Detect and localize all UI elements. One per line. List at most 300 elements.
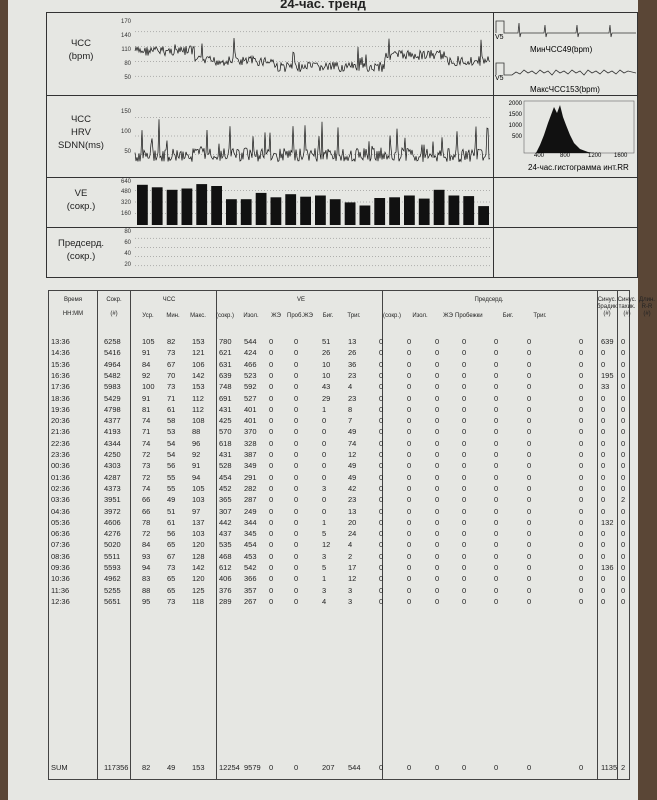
table-cell: 0 (579, 585, 584, 595)
table-cell: 61 (167, 517, 176, 527)
table-cell: 0 (621, 348, 626, 358)
sv-tick: 60 (124, 240, 131, 246)
hist-xtick: 1200 (588, 153, 602, 159)
table-cell: 5651 (104, 596, 121, 606)
table-cell: 0 (294, 472, 299, 482)
table-cell: 0 (407, 483, 412, 493)
table-cell: 13 (348, 337, 357, 346)
table-cell: 0 (601, 540, 606, 550)
table-cell: 55 (167, 483, 176, 493)
table-cell: 0 (601, 461, 606, 471)
table-cell: 0 (527, 540, 532, 550)
table-cell: 0 (435, 382, 440, 392)
table-cell: 0 (294, 337, 299, 346)
table-cell: 0 (579, 596, 584, 606)
table-cell: 132 (601, 517, 614, 527)
table-cell: 0 (462, 416, 467, 426)
column-header: ЧСС (162, 297, 176, 303)
ve-row (47, 177, 637, 228)
table-cell: 23 (348, 495, 357, 505)
table-cell: 0 (601, 393, 606, 403)
table-cell: 780 (219, 337, 232, 346)
ve-bar (434, 190, 445, 225)
table-cell: 0 (269, 529, 274, 539)
table-cell: 267 (244, 596, 257, 606)
table-cell: 0 (269, 495, 274, 505)
table-cell: 3 (348, 585, 353, 595)
table-cell: 0 (621, 450, 626, 459)
table-cell: 1 (322, 404, 327, 414)
table-cell: 0 (527, 574, 532, 584)
hrv-tick: 100 (120, 129, 131, 135)
table-cell: 5511 (104, 551, 121, 561)
table-cell: 91 (142, 348, 151, 358)
subheader: Пробежки (455, 313, 483, 319)
table-cell: 16:36 (51, 370, 70, 380)
table-cell: 0 (527, 596, 532, 606)
hist-ytick: 500 (511, 134, 522, 140)
table-cell: 66 (142, 506, 151, 516)
table-cell: 0 (494, 563, 499, 572)
table-cell: 612 (219, 563, 232, 572)
table-cell: 0 (601, 574, 606, 584)
hist-ytick: 1000 (508, 123, 522, 129)
table-cell: 17 (348, 563, 357, 572)
table-cell: 0 (462, 529, 467, 539)
table-cell: 0 (527, 450, 532, 459)
table-cell: 0 (621, 585, 626, 595)
ve-bar (285, 194, 296, 225)
table-cell: 84 (142, 540, 151, 550)
table-cell: 357 (244, 585, 257, 595)
table-cell: 0 (494, 551, 499, 561)
table-cell: 142 (192, 370, 205, 380)
table-cell: 0 (435, 596, 440, 606)
table-cell: 0 (579, 427, 584, 437)
ve-bar (419, 199, 430, 225)
sum-cell: 0 (462, 763, 467, 772)
table-cell: 26 (322, 348, 331, 358)
table-cell: 0 (407, 472, 412, 482)
table-cell: 0 (527, 506, 532, 516)
table-cell: 4 (348, 382, 353, 392)
table-cell: 0 (322, 472, 327, 482)
table-cell: 0 (294, 483, 299, 493)
ecg-strips (493, 13, 638, 95)
table-cell: 0 (601, 585, 606, 595)
table-cell: 0 (601, 404, 606, 414)
table-cell: 0 (379, 337, 384, 346)
table-cell: 5416 (104, 348, 121, 358)
table-cell: 0 (579, 404, 584, 414)
table-cell: 453 (244, 551, 257, 561)
table-cell: 3 (322, 585, 327, 595)
table-cell: 0 (494, 472, 499, 482)
table-cell: 97 (192, 506, 201, 516)
table-cell: 0 (435, 438, 440, 448)
table-cell: 84 (142, 359, 151, 369)
table-cell: 0 (269, 427, 274, 437)
table-cell: 0 (601, 506, 606, 516)
table-cell: 0 (269, 337, 274, 346)
table-cell: 0 (407, 393, 412, 403)
table-cell: 0 (621, 370, 626, 380)
table-cell: 0 (621, 574, 626, 584)
table-cell: 95 (142, 596, 151, 606)
min-hr-label: МинЧСС49(bpm) (530, 45, 593, 54)
max-hr-label: МаксЧСС153(bpm) (530, 85, 600, 94)
table-cell: 74 (142, 483, 151, 493)
table-cell: 5983 (104, 382, 121, 392)
subheader: Биг. (502, 313, 514, 319)
table-cell: 0 (294, 450, 299, 459)
table-cell: 0 (294, 495, 299, 505)
table-cell: 20 (348, 517, 357, 527)
table-cell: 17:36 (51, 382, 70, 392)
table-cell: 07:36 (51, 540, 70, 550)
ve-tick: 480 (120, 189, 131, 195)
table-cell: 0 (294, 461, 299, 471)
table-cell: 349 (244, 461, 257, 471)
table-cell: 91 (192, 461, 201, 471)
table-cell: 0 (407, 461, 412, 471)
column-header: Сокр. (#) (106, 297, 122, 317)
table-cell: 0 (269, 404, 274, 414)
table-cell: 0 (494, 506, 499, 516)
table-cell: 0 (621, 337, 626, 346)
table-cell: 0 (621, 563, 626, 572)
table-cell: 105 (142, 337, 155, 346)
table-cell: 53 (167, 427, 176, 437)
rr-histogram (493, 95, 638, 177)
sum-cell: 153 (192, 763, 205, 772)
column-divider (97, 291, 98, 779)
table-cell: 0 (462, 348, 467, 358)
table-cell: 0 (407, 529, 412, 539)
table-cell: 0 (379, 596, 384, 606)
table-cell: 0 (435, 370, 440, 380)
table-cell: 0 (579, 393, 584, 403)
table-cell: 0 (494, 574, 499, 584)
table-cell: 0 (294, 529, 299, 539)
table-cell: 0 (322, 438, 327, 448)
hr-row (47, 13, 637, 96)
table-cell: 96 (192, 438, 201, 448)
table-cell: 0 (294, 393, 299, 403)
table-cell: 0 (494, 585, 499, 595)
table-cell: 0 (294, 551, 299, 561)
table-cell: 13 (348, 506, 357, 516)
table-cell: 49 (348, 472, 357, 482)
table-cell: 78 (142, 517, 151, 527)
table-cell: 0 (527, 382, 532, 392)
hist-xtick: 1600 (614, 153, 628, 159)
hrv-tick: 50 (124, 149, 131, 155)
table-cell: 0 (435, 574, 440, 584)
table-cell: 0 (601, 596, 606, 606)
table-cell: 0 (621, 461, 626, 471)
column-header: Предсерд. (474, 297, 504, 303)
table-cell: 4 (348, 540, 353, 550)
table-cell: 4 (322, 596, 327, 606)
table-cell: 424 (244, 348, 257, 358)
table-cell: 73 (167, 563, 176, 572)
table-cell: 0 (407, 517, 412, 527)
hr-tick: 50 (124, 75, 131, 81)
table-cell: 0 (379, 438, 384, 448)
table-cell: 0 (269, 348, 274, 358)
sum-cell: 82 (142, 763, 151, 772)
table-cell: 0 (494, 529, 499, 539)
table-cell: 0 (527, 517, 532, 527)
table-cell: 0 (462, 495, 467, 505)
table-cell: 0 (579, 348, 584, 358)
table-cell: 0 (527, 585, 532, 595)
ve-bar (152, 187, 163, 225)
table-cell: 365 (219, 495, 232, 505)
table-cell: 0 (527, 393, 532, 403)
table-cell: 0 (462, 461, 467, 471)
table-cell: 12 (348, 574, 357, 584)
table-cell: 153 (192, 337, 205, 346)
ve-bar (196, 184, 207, 225)
sum-cell: 544 (348, 763, 361, 772)
sum-cell: 0 (407, 763, 412, 772)
table-cell: 0 (269, 517, 274, 527)
sv-row (47, 227, 637, 277)
table-cell: 0 (407, 438, 412, 448)
table-cell: 0 (269, 359, 274, 369)
table-cell: 12 (322, 540, 331, 550)
table-cell: 0 (294, 585, 299, 595)
ve-tick: 160 (120, 211, 131, 217)
table-cell: 43 (322, 382, 331, 392)
table-cell: 42 (348, 483, 357, 493)
table-cell: 0 (322, 506, 327, 516)
table-cell: 137 (192, 517, 205, 527)
table-cell: 0 (379, 495, 384, 505)
table-cell: 0 (462, 563, 467, 572)
table-cell: 49 (348, 427, 357, 437)
table-cell: 83 (142, 574, 151, 584)
table-cell: 0 (379, 370, 384, 380)
subheader: (сокр.) (382, 313, 402, 319)
table-cell: 0 (621, 540, 626, 550)
ve-bar (167, 190, 178, 225)
sum-cell: 2 (621, 763, 626, 772)
table-cell: 0 (294, 540, 299, 550)
table-cell: 23 (348, 393, 357, 403)
ve-ticks (115, 177, 133, 227)
table-cell: 0 (435, 483, 440, 493)
table-cell: 0 (294, 404, 299, 414)
table-cell: 0 (379, 529, 384, 539)
table-cell: 74 (142, 438, 151, 448)
v5-lead-label: V5 (495, 75, 504, 82)
table-cell: 528 (219, 461, 232, 471)
sum-cell: 0 (294, 763, 299, 772)
table-cell: 4344 (104, 438, 121, 448)
table-cell: 0 (601, 416, 606, 426)
table-cell: 0 (601, 529, 606, 539)
table-cell: 0 (435, 427, 440, 437)
table-cell: 72 (142, 472, 151, 482)
ve-bar-plot (135, 179, 491, 225)
table-cell: 0 (462, 337, 467, 346)
table-cell: 592 (244, 382, 257, 392)
table-cell: 4250 (104, 450, 121, 459)
ve-bar (241, 199, 252, 225)
table-cell: 287 (244, 495, 257, 505)
table-cell: 0 (601, 450, 606, 459)
table-cell: 56 (167, 529, 176, 539)
table-cell: 5020 (104, 540, 121, 550)
ecg-strip-graphics (494, 13, 638, 95)
table-cell: 56 (167, 461, 176, 471)
table-cell: 1 (322, 574, 327, 584)
table-cell: 468 (219, 551, 232, 561)
table-cell: 0 (579, 529, 584, 539)
table-cell: 2 (348, 551, 353, 561)
table-cell: 67 (167, 359, 176, 369)
table-cell: 454 (219, 472, 232, 482)
histogram-shape (524, 101, 634, 153)
table-cell: 10 (322, 370, 331, 380)
table-cell: 4798 (104, 404, 121, 414)
table-cell: 344 (244, 517, 257, 527)
table-cell: 0 (269, 382, 274, 392)
table-cell: 81 (142, 404, 151, 414)
table-cell: 153 (192, 382, 205, 392)
table-cell: 0 (379, 450, 384, 459)
table-cell: 0 (294, 438, 299, 448)
table-cell: 406 (219, 574, 232, 584)
table-cell: 15:36 (51, 359, 70, 369)
table-cell: 0 (527, 461, 532, 471)
table-cell: 0 (621, 404, 626, 414)
table-cell: 0 (527, 472, 532, 482)
ve-label: VE (сокр.) (66, 188, 96, 212)
table-cell: 1 (322, 517, 327, 527)
column-header: Длин. R-R (#) (639, 297, 655, 317)
table-cell: 0 (435, 540, 440, 550)
subheader: Изол. (243, 313, 259, 319)
table-cell: 136 (601, 563, 614, 572)
table-cell: 289 (219, 596, 232, 606)
sum-cell: 207 (322, 763, 335, 772)
table-cell: 0 (621, 416, 626, 426)
hist-xtick: 800 (560, 153, 571, 159)
table-cell: 0 (379, 585, 384, 595)
table-cell: 0 (407, 382, 412, 392)
table-cell: 0 (621, 529, 626, 539)
table-cell: 0 (494, 393, 499, 403)
table-cell: 0 (527, 348, 532, 358)
table-cell: 0 (407, 348, 412, 358)
table-cell: 0 (462, 551, 467, 561)
column-divider (130, 291, 131, 779)
table-cell: 0 (601, 427, 606, 437)
table-cell: 0 (294, 370, 299, 380)
table-cell: 0 (407, 359, 412, 369)
table-cell: 66 (142, 495, 151, 505)
table-cell: 0 (407, 404, 412, 414)
subheader: Изол. (412, 313, 428, 319)
table-cell: 0 (435, 551, 440, 561)
table-cell: 0 (379, 551, 384, 561)
table-cell: 71 (167, 393, 176, 403)
table-cell: 0 (621, 427, 626, 437)
table-cell: 0 (462, 438, 467, 448)
table-cell: 0 (579, 472, 584, 482)
table-cell: 103 (192, 495, 205, 505)
table-cell: 0 (407, 551, 412, 561)
ve-tick: 640 (120, 179, 131, 185)
hr-ticks (115, 13, 133, 95)
table-cell: 94 (192, 472, 201, 482)
table-cell: 0 (494, 359, 499, 369)
table-cell: 0 (269, 551, 274, 561)
table-cell: 0 (379, 540, 384, 550)
table-cell: 0 (269, 450, 274, 459)
table-cell: 0 (494, 427, 499, 437)
table-cell: 0 (579, 483, 584, 493)
table-cell: 0 (494, 461, 499, 471)
table-cell: 0 (462, 517, 467, 527)
table-cell: 0 (294, 359, 299, 369)
table-cell: 4606 (104, 517, 121, 527)
table-cell: 18:36 (51, 393, 70, 403)
table-cell: 0 (601, 495, 606, 505)
trend-panel (46, 12, 638, 278)
table-cell: 0 (527, 427, 532, 437)
table-cell: 0 (407, 450, 412, 459)
ve-bar (360, 206, 371, 226)
hrv-ticks (115, 95, 133, 177)
table-cell: 0 (269, 370, 274, 380)
table-cell: 249 (244, 506, 257, 516)
table-cell: 0 (527, 337, 532, 346)
table-cell: 0 (494, 382, 499, 392)
table-cell: 0 (379, 472, 384, 482)
sum-cell: 9579 (244, 763, 261, 772)
table-cell: 0 (601, 551, 606, 561)
table-cell: 535 (219, 540, 232, 550)
table-cell: 0 (527, 359, 532, 369)
hrv-trend-plot (135, 99, 491, 173)
table-cell: 0 (435, 495, 440, 505)
sum-cell: 1135 (601, 763, 618, 772)
subheader: (сокр.) (215, 313, 235, 319)
ve-bar (478, 206, 489, 225)
table-cell: 29 (322, 393, 331, 403)
table-cell: 74 (348, 438, 357, 448)
table-cell: 51 (167, 506, 176, 516)
table-cell: 0 (379, 506, 384, 516)
table-cell: 7 (348, 416, 353, 426)
table-cell: 33 (601, 382, 610, 392)
table-cell: 0 (379, 416, 384, 426)
table-cell: 454 (244, 540, 257, 550)
table-cell: 0 (294, 596, 299, 606)
table-cell: 328 (244, 438, 257, 448)
hist-ytick: 2000 (508, 101, 522, 107)
table-cell: 0 (379, 483, 384, 493)
table-cell: 523 (244, 370, 257, 380)
table-cell: 4377 (104, 416, 121, 426)
hist-xtick: 400 (534, 153, 545, 159)
table-cell: 36 (348, 359, 357, 369)
